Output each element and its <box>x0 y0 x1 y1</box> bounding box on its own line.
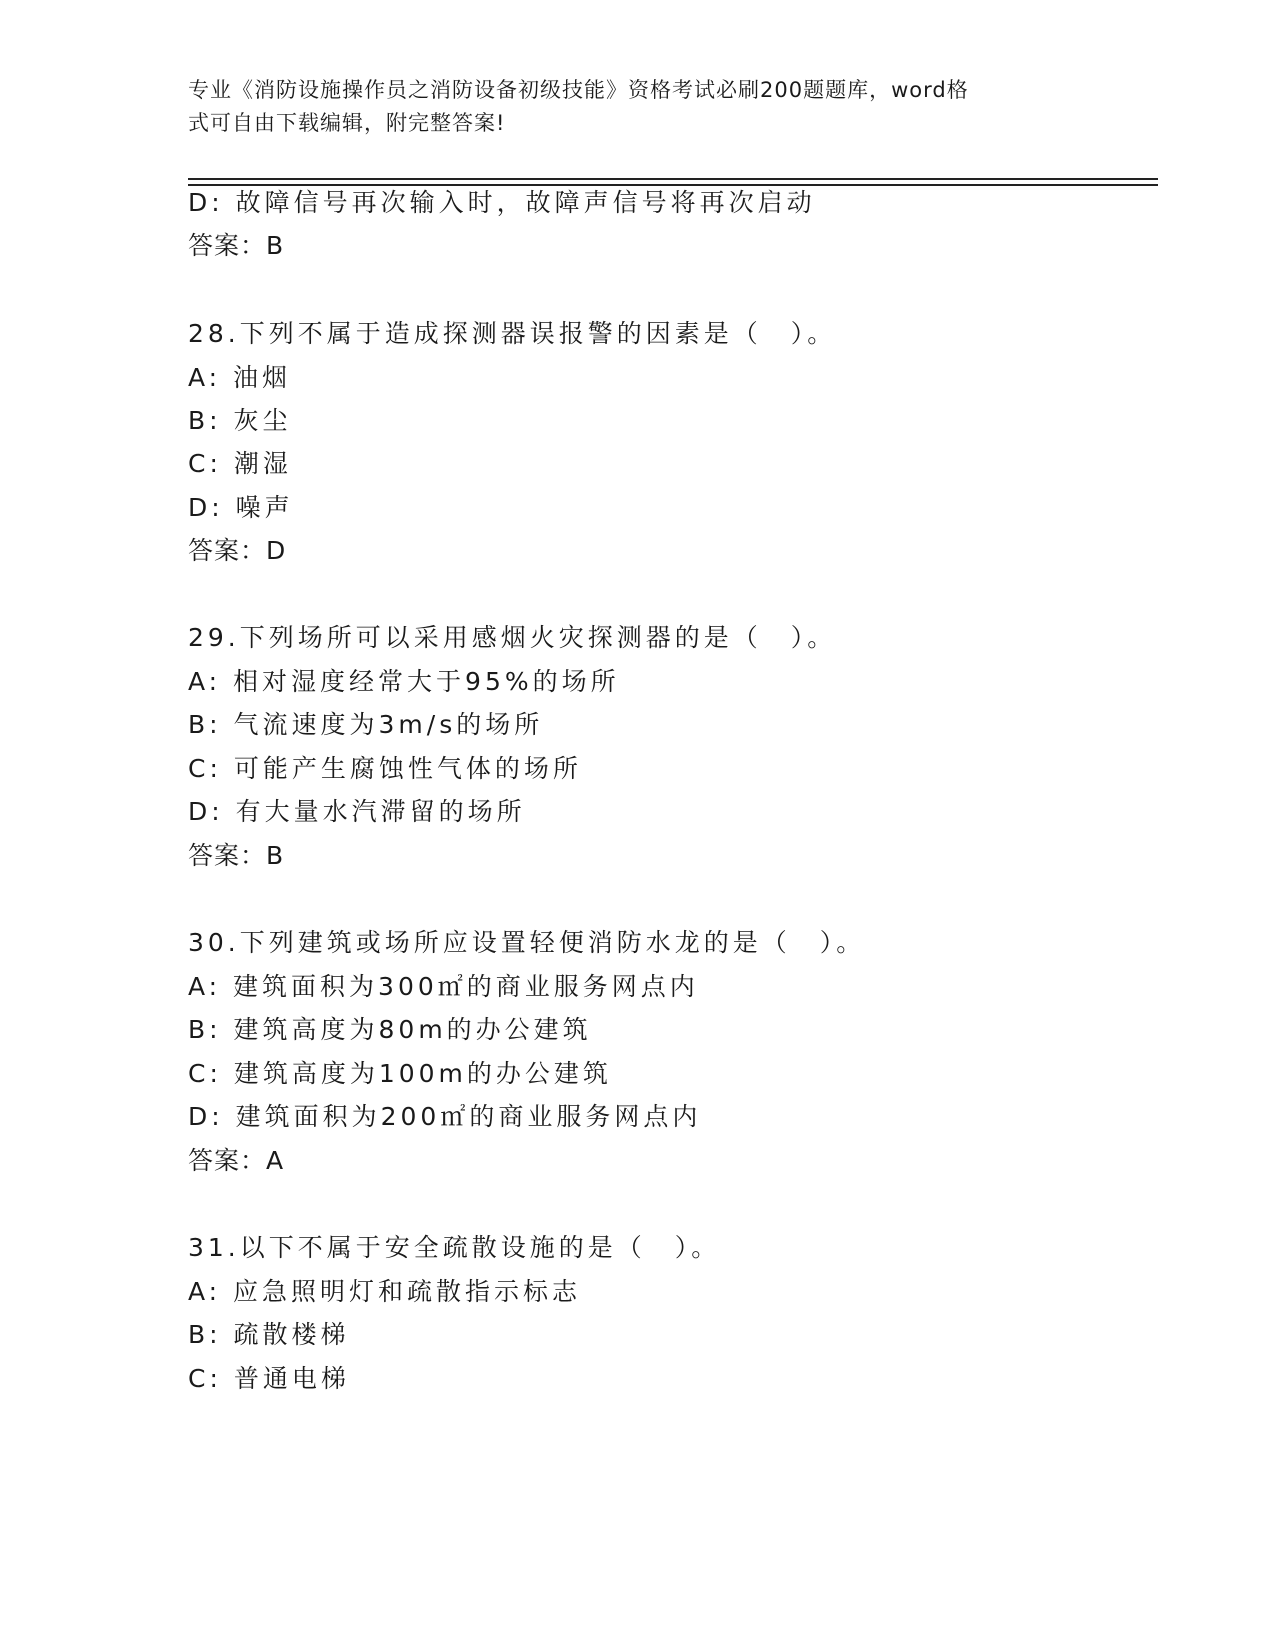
prev-option-d: D: 故障信号再次输入时，故障声信号将再次启动 <box>188 188 816 217</box>
option-a: A: 油烟 <box>188 363 292 392</box>
header-divider-top <box>188 178 1158 180</box>
answer: 答案：B <box>188 841 285 870</box>
option-b: B: 疏散楼梯 <box>188 1320 350 1349</box>
question-stem: 31.以下不属于安全疏散设施的是（ ）。 <box>188 1233 721 1262</box>
option-c: C: 潮湿 <box>188 449 292 478</box>
option-d: D: 有大量水汽滞留的场所 <box>188 797 526 826</box>
option-a: A: 建筑面积为300㎡的商业服务网点内 <box>188 972 699 1001</box>
answer: 答案：A <box>188 1146 285 1175</box>
option-d: D: 建筑面积为200㎡的商业服务网点内 <box>188 1102 702 1131</box>
option-a: A: 应急照明灯和疏散指示标志 <box>188 1277 582 1306</box>
option-d: D: 噪声 <box>188 493 294 522</box>
option-c: C: 普通电梯 <box>188 1364 350 1393</box>
option-b: B: 气流速度为3m/s的场所 <box>188 710 544 739</box>
question-stem: 30.下列建筑或场所应设置轻便消防水龙的是（ ）。 <box>188 928 866 957</box>
question-stem: 29.下列场所可以采用感烟火灾探测器的是（ ）。 <box>188 623 837 652</box>
option-c: C: 建筑高度为100m的办公建筑 <box>188 1059 612 1088</box>
header-line-1: 专业《消防设施操作员之消防设备初级技能》资格考试必刷200题题库，word格 <box>188 78 969 102</box>
option-b: B: 建筑高度为80m的办公建筑 <box>188 1015 592 1044</box>
option-a: A: 相对湿度经常大于95%的场所 <box>188 667 620 696</box>
option-c: C: 可能产生腐蚀性气体的场所 <box>188 754 582 783</box>
question-stem: 28.下列不属于造成探测器误报警的因素是（ ）。 <box>188 319 837 348</box>
option-b: B: 灰尘 <box>188 406 292 435</box>
answer: 答案：D <box>188 536 287 565</box>
prev-answer: 答案：B <box>188 231 285 260</box>
document-header <box>188 74 1088 140</box>
header-line-2: 式可自由下载编辑，附完整答案! <box>188 111 506 135</box>
